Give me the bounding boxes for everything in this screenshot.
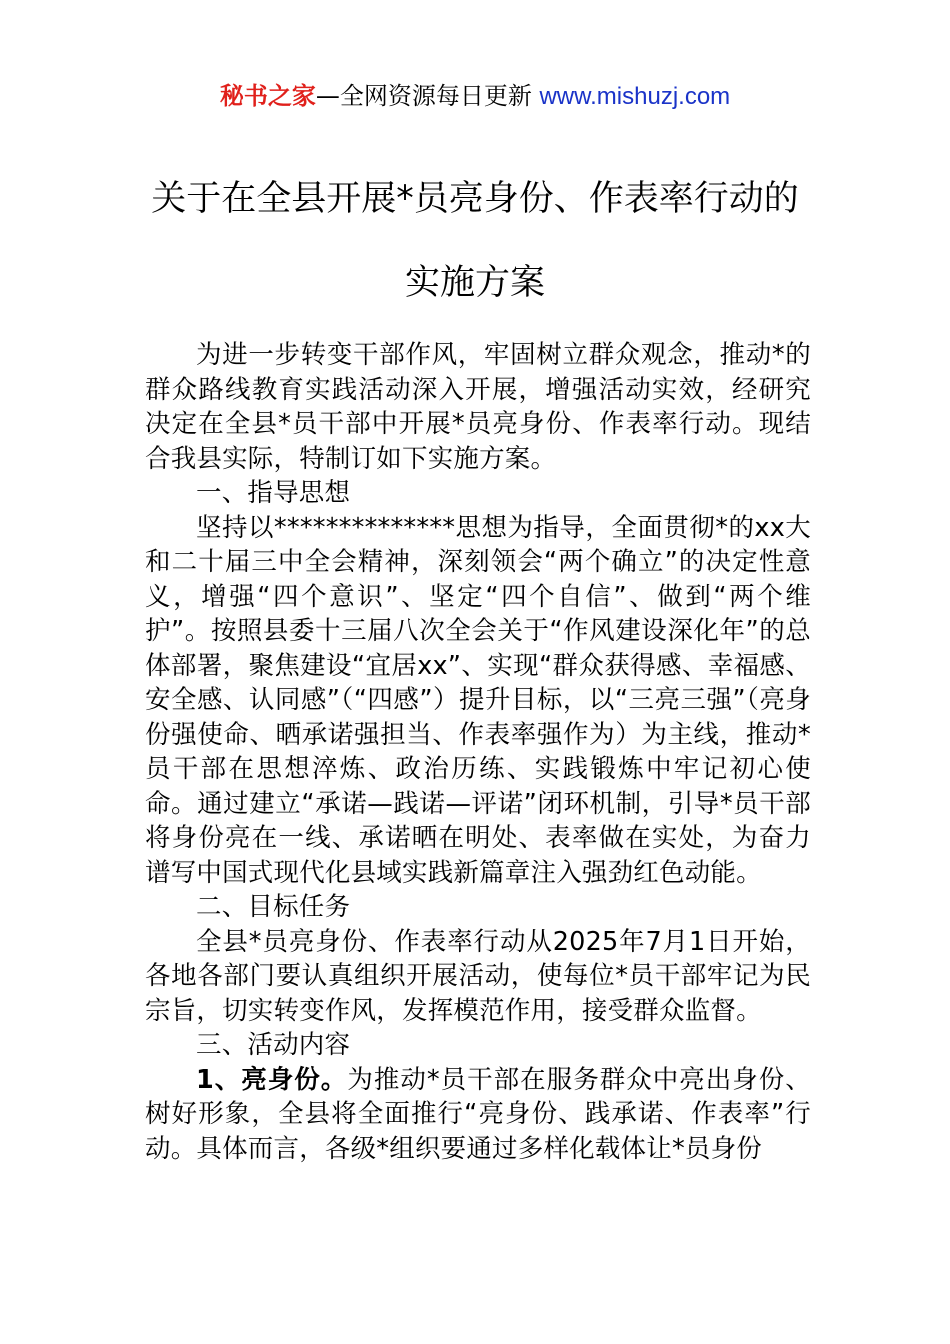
item-1-text: 为推动*员干部在服务群众中亮出身份、树好形象，全县将全面推行“亮身份、践承诺、作表率”行动。具体而言，各级*组织要通过多样化载体让*员身份	[145, 1064, 811, 1164]
title-line-2: 实施方案	[404, 263, 545, 303]
section-1-heading: 一、指导思想	[196, 478, 351, 508]
section-2-paragraph: 全县*员亮身份、作表率行动从2025年7月1日开始，各地各部门要认真组织开展活动，使每位*员干部牢记为民宗旨，切实转变作风，发挥模范作用，接受群众监督。	[145, 926, 811, 1026]
site-brand: 秘书之家	[219, 82, 316, 110]
section-1-paragraph: 坚持以**************思想为指导，全面贯彻*的xx大和二十届三中全会精神，深刻领会“两个确立”的决定性意义，增强“四个意识”、坚定“四个自信”、做到“两个维护”。按照县委十三届八次全会关于“作风建设深化年”的总体部署，聚焦建设“宜居xx”、实现“群众获得感、幸福感、安全感、认同感”（“四感”）提升目标，以“三亮三强”（亮身份强使命、晒承诺强担当、作表率强作为）为主线，推动*员干部在思想淬炼、政治历练、实践锻炼中牢记初心使命。通过建立“承诺—践诺—评诺”闭环机制，引导*员干部将身份亮在一线、承诺晒在明处、表率做在实处，为奋力谱写中国式现代化县域实践新篇章注入强劲红色动能。	[145, 512, 811, 888]
document-body	[145, 338, 811, 1166]
intro-paragraph: 为进一步转变干部作风，牢固树立群众观念，推动*的群众路线教育实践活动深入开展，增强活动实效，经研究决定在全县*员干部中开展*员亮身份、作表率行动。现结合我县实际，特制订如下实施方案。	[145, 340, 811, 474]
document-title	[120, 178, 830, 304]
section-3-heading: 三、活动内容	[196, 1030, 351, 1060]
item-1-label: 1、亮身份。	[196, 1064, 348, 1095]
site-url-link[interactable]: www.mishuzj.com	[539, 83, 731, 110]
site-header	[0, 80, 950, 113]
site-tagline: —全网资源每日更新	[315, 82, 540, 110]
title-line-1: 关于在全县开展*员亮身份、作表率行动的	[151, 179, 799, 219]
item-1-paragraph	[145, 1063, 811, 1167]
section-2-heading: 二、目标任务	[196, 892, 351, 922]
